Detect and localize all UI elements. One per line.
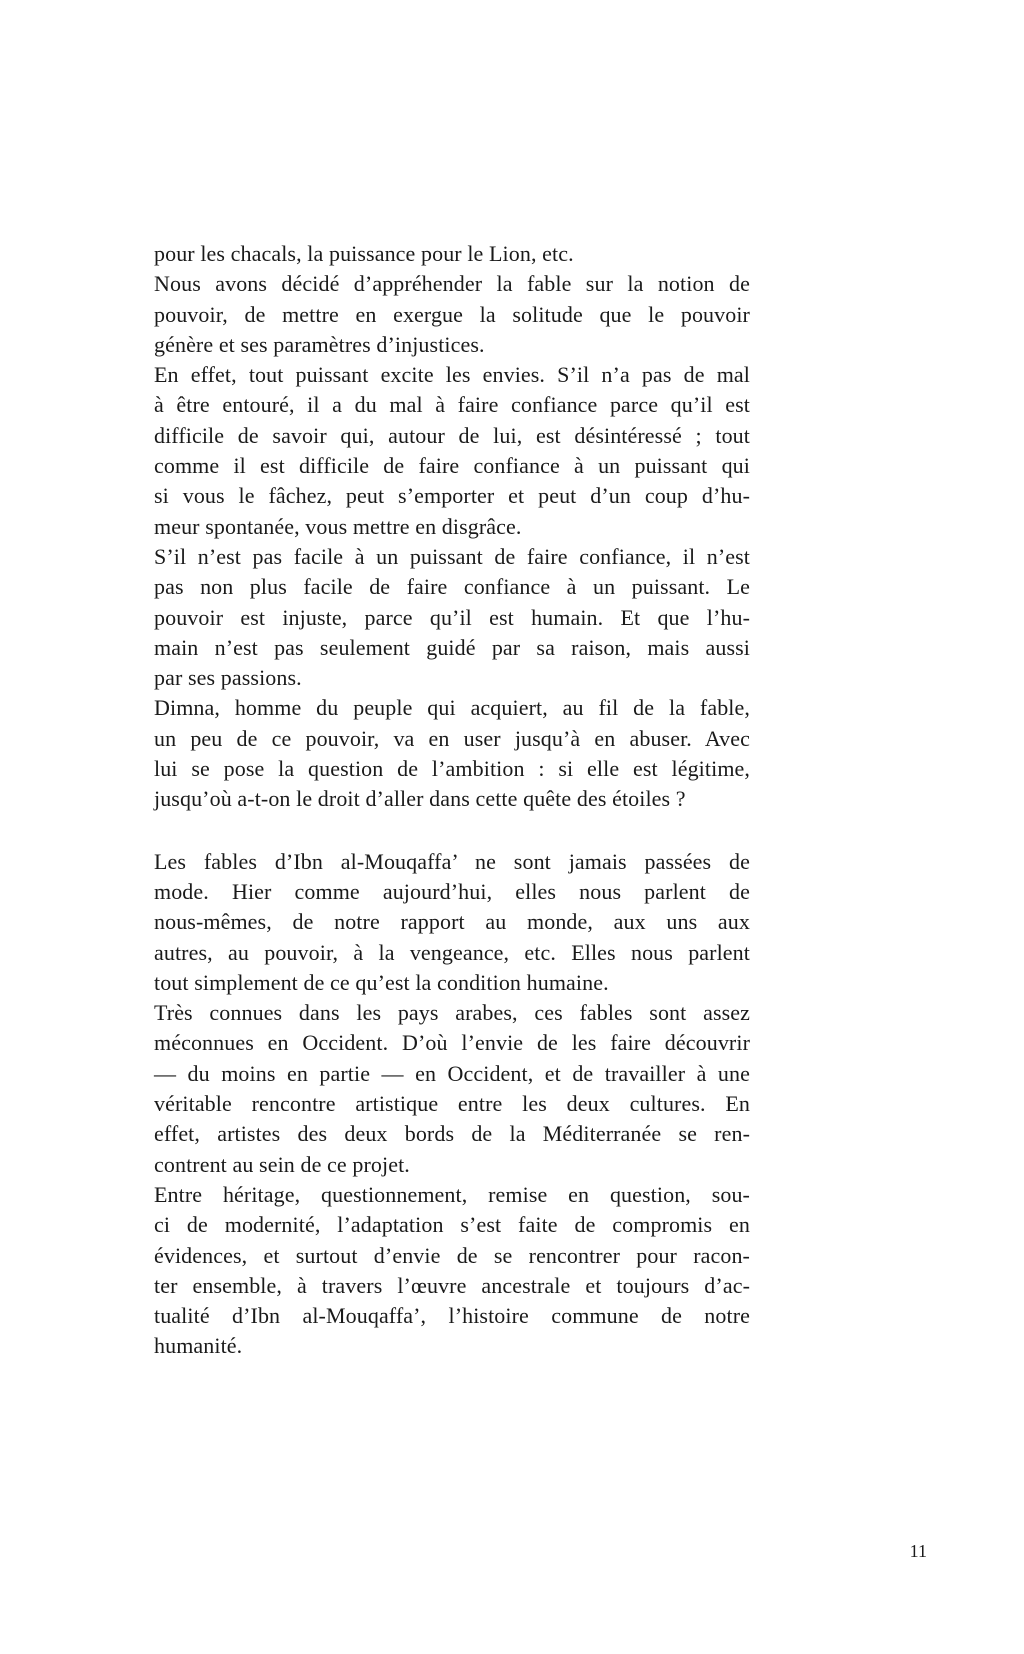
text-line: Dimna, homme du peuple qui acquiert, au fil de la fable, — [154, 695, 750, 721]
text-line: méconnues en Occident. D’où l’envie de les faire découvrir — [154, 1030, 750, 1056]
text-line: mode. Hier comme aujourd’hui, elles nous parlent de — [154, 878, 750, 904]
text-line: Les fables d’Ibn al-Mouqaffa’ ne sont jamais passées de — [154, 848, 750, 874]
text-line: nous-mêmes, de notre rapport au monde, aux uns aux — [154, 909, 750, 935]
text-line: par ses passions. — [154, 665, 302, 691]
paragraph — [154, 1180, 750, 1362]
text-line: pouvoir est injuste, parce qu’il est humain. Et que l’hu- — [154, 604, 750, 630]
text-line: Nous avons décidé d’appréhender la fable sur la notion de — [154, 271, 750, 297]
page-number: 11 — [909, 1541, 927, 1561]
text-line: S’il n’est pas facile à un puissant de faire confiance, il n’est — [154, 543, 750, 569]
text-line: tualité d’Ibn al-Mouqaffa’, l’histoire commune de notre — [154, 1303, 750, 1329]
paragraph — [154, 693, 750, 814]
text-line: évidences, et surtout d’envie de se rencontrer pour racon- — [154, 1242, 750, 1268]
text-line: à être entouré, il a du mal à faire confiance parce qu’il est — [154, 392, 750, 418]
text-line: ter ensemble, à travers l’œuvre ancestrale et toujours d’ac- — [154, 1272, 750, 1298]
text-line: — du moins en partie — en Occident, et de travailler à une — [154, 1060, 750, 1086]
paragraph — [154, 269, 750, 360]
paragraph — [154, 847, 750, 998]
text-line: génère et ses paramètres d’injustices. — [154, 331, 485, 357]
text-line: comme il est difficile de faire confiance à un puissant qui — [154, 453, 750, 479]
text-block — [154, 239, 750, 1362]
paragraph — [154, 998, 750, 1180]
text-line: pas non plus facile de faire confiance à un puissant. Le — [154, 574, 750, 600]
text-line: contrent au sein de ce projet. — [154, 1151, 410, 1177]
text-line: jusqu’où a-t-on le droit d’aller dans cette quête des étoiles ? — [154, 786, 686, 812]
paragraph — [154, 542, 750, 693]
text-line: lui se pose la question de l’ambition : si elle est légitime, — [154, 756, 750, 782]
text-line: tout simplement de ce qu’est la condition humaine. — [154, 969, 609, 995]
text-line: pouvoir, de mettre en exergue la solitude que le pouvoir — [154, 301, 750, 327]
text-line: ci de modernité, l’adaptation s’est faite de compromis en — [154, 1212, 750, 1238]
text-line: humanité. — [154, 1333, 243, 1359]
text-line: difficile de savoir qui, autour de lui, est désintéressé ; tout — [154, 422, 750, 448]
text-line: véritable rencontre artistique entre les deux cultures. En — [154, 1091, 750, 1117]
text-line: En effet, tout puissant excite les envies. S’il n’a pas de mal — [154, 362, 750, 388]
text-line: Entre héritage, questionnement, remise en question, sou- — [154, 1181, 750, 1207]
text-line: meur spontanée, vous mettre en disgrâce. — [154, 513, 522, 539]
paragraph — [154, 360, 750, 542]
paragraph — [154, 239, 750, 269]
text-line: main n’est pas seulement guidé par sa raison, mais aussi — [154, 634, 750, 660]
text-line: effet, artistes des deux bords de la Méditerranée se ren- — [154, 1121, 750, 1147]
text-line: si vous le fâchez, peut s’emporter et peut d’un coup d’hu- — [154, 483, 750, 509]
text-line: pour les chacals, la puissance pour le Lion, etc. — [154, 241, 574, 266]
text-line: un peu de ce pouvoir, va en user jusqu’à en abuser. Avec — [154, 725, 750, 751]
text-line: autres, au pouvoir, à la vengeance, etc. Elles nous parlent — [154, 939, 750, 965]
text-line: Très connues dans les pays arabes, ces fables sont assez — [154, 1000, 750, 1026]
